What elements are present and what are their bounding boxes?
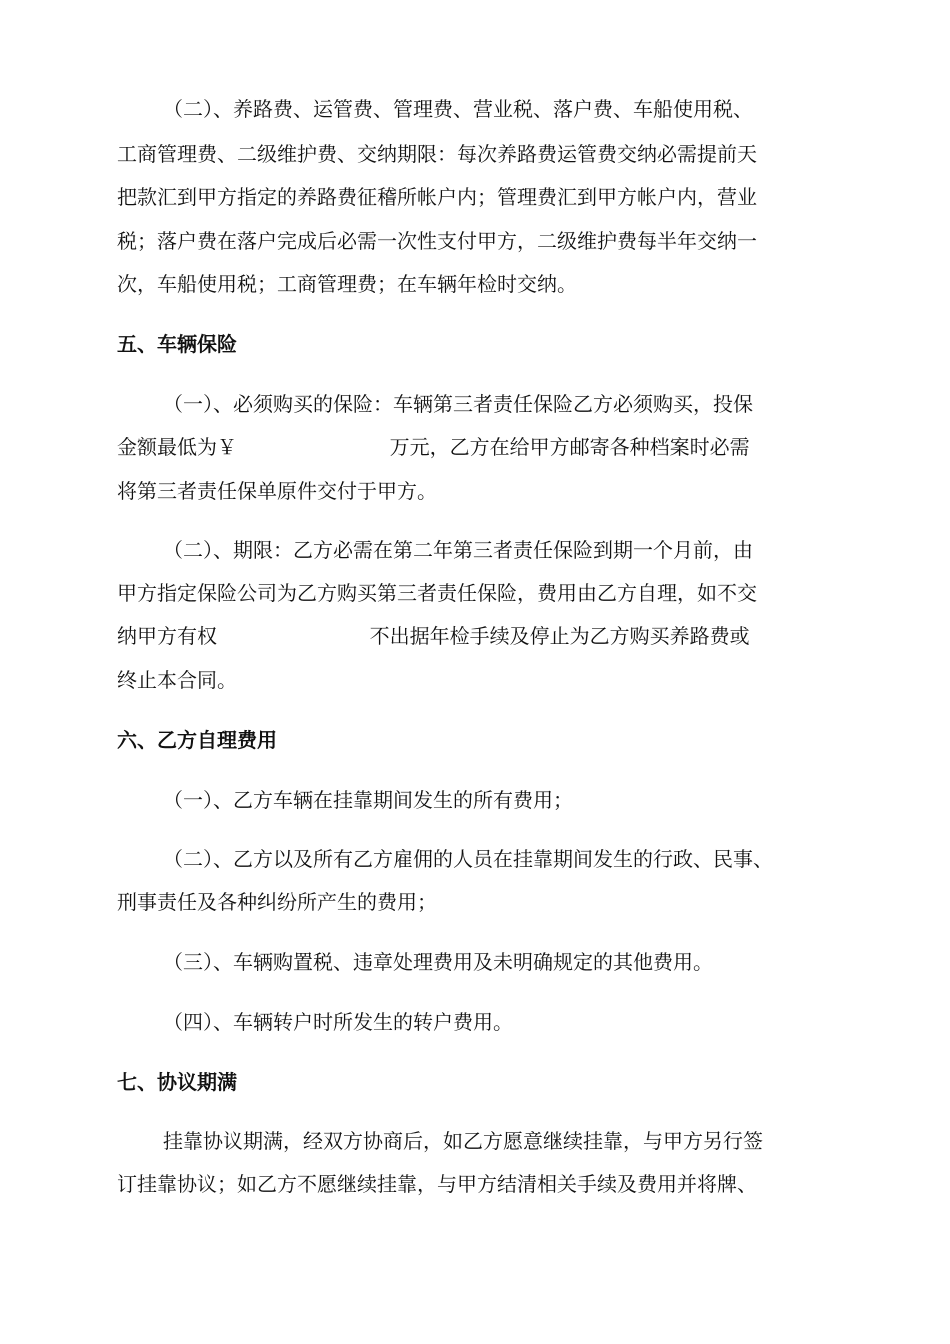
sec6-item4: （四）、车辆转户时所发生的转户费用。 — [163, 1010, 513, 1034]
sec4-item2-line4: 税；落户费在落户完成后必需一次性支付甲方，二级维护费每半年交纳一 — [117, 229, 757, 253]
sec6-item1: （一）、乙方车辆在挂靠期间发生的所有费用； — [163, 788, 573, 812]
section7-heading: 七、协议期满 — [117, 1070, 237, 1094]
sec6-item2-line2: 刑事责任及各种纠纷所产生的费用； — [117, 890, 437, 914]
sec5-item1-line3: 将第三者责任保单原件交付于甲方。 — [117, 479, 437, 503]
sec4-item2-line3: 把款汇到甲方指定的养路费征稽所帐户内；管理费汇到甲方帐户内，营业 — [117, 185, 757, 209]
sec7-para-line1: 挂靠协议期满，经双方协商后，如乙方愿意继续挂靠，与甲方另行签 — [163, 1129, 763, 1153]
sec5-item1-line1: （一）、必须购买的保险：车辆第三者责任保险乙方必须购买，投保 — [163, 392, 753, 416]
sec5-item2-line3: 纳甲方有权 不出据年检手续及停止为乙方购买养路费或 — [117, 624, 750, 648]
sec4-item2-line1: （二）、养路费、运管费、管理费、营业税、落户费、车船使用税、 — [163, 97, 753, 121]
sec5-item2-line4: 终止本合同。 — [117, 668, 237, 692]
section5-heading: 五、车辆保险 — [117, 332, 237, 356]
section6-heading: 六、乙方自理费用 — [117, 728, 277, 752]
sec4-item2-line5: 次，车船使用税；工商管理费；在车辆年检时交纳。 — [117, 272, 577, 296]
sec7-para-line2: 订挂靠协议；如乙方不愿继续挂靠，与甲方结清相关手续及费用并将牌、 — [117, 1172, 757, 1196]
sec6-item3: （三）、车辆购置税、违章处理费用及未明确规定的其他费用。 — [163, 950, 713, 974]
sec5-item1-line2: 金额最低为￥ 万元，乙方在给甲方邮寄各种档案时必需 — [117, 435, 750, 459]
sec4-item2-line2: 工商管理费、二级维护费、交纳期限：每次养路费运管费交纳必需提前天 — [117, 142, 757, 166]
sec5-item2-line2: 甲方指定保险公司为乙方购买第三者责任保险，费用由乙方自理，如不交 — [117, 581, 757, 605]
sec6-item2-line1: （二）、乙方以及所有乙方雇佣的人员在挂靠期间发生的行政、民事、 — [163, 847, 773, 871]
sec5-item2-line1: （二）、期限：乙方必需在第二年第三者责任保险到期一个月前，由 — [163, 538, 753, 562]
